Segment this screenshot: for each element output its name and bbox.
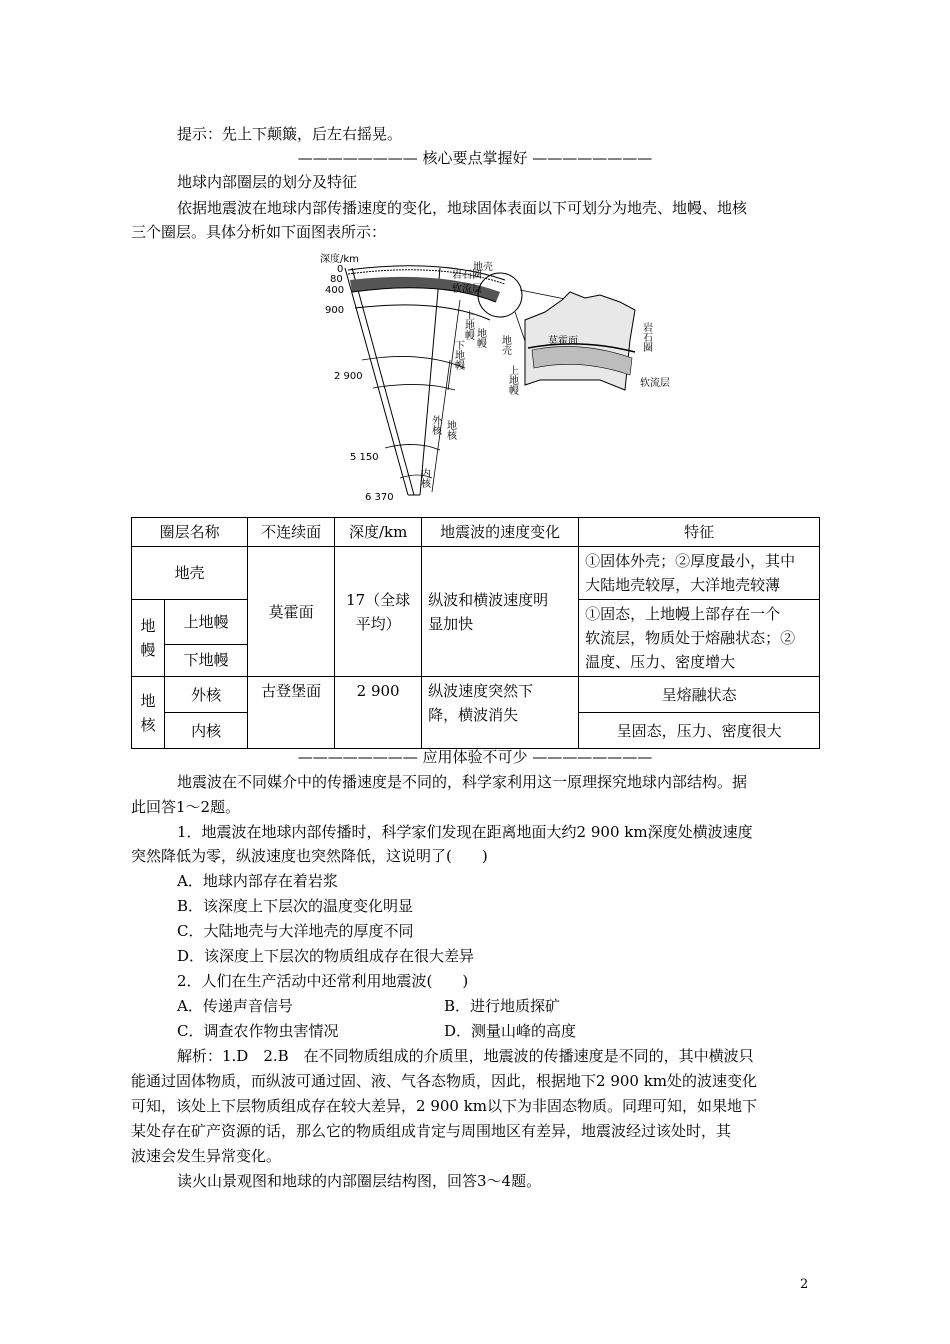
table-row <box>132 677 820 713</box>
option: D．测量山峰的高度 <box>444 1022 577 1040</box>
cell-feature-upper: ①固态，上地幔上部存在一个 软流层，物质处于熔融状态；② 温度、压力、密度增大 <box>579 600 820 677</box>
intro-line: 依据地震波在地球内部传播速度的变化，地球固体表面以下可划分为地壳、地幔、地核 <box>177 199 748 217</box>
depth-tick: 900 <box>325 305 345 316</box>
cell-depth-gutenberg: 2 900 <box>335 677 422 749</box>
question-2: 2．人们在生产活动中还常利用地震波( ) <box>177 972 469 990</box>
cell-wave-moho: 纵波和横波速度明 显加快 <box>422 547 579 677</box>
passage-line: 此回答1～2题。 <box>131 798 241 816</box>
label-lithosphere: 岩石圈 <box>452 270 482 281</box>
cell-feature-outer: 呈熔融状态 <box>579 677 820 713</box>
depth-tick: 400 <box>325 285 345 296</box>
option: A．地球内部存在着岩浆 <box>177 872 338 890</box>
label-mantle: 地幔 <box>474 328 486 348</box>
analysis-line: 某处存在矿产资源的话，那么它的物质组成肯定与周围地区有差异，地震波经过该处时，其 <box>131 1122 732 1140</box>
label-upper-mantle: 上地幔 <box>462 310 474 340</box>
option: C．大陆地壳与大洋地壳的厚度不同 <box>177 922 414 940</box>
cell-moho: 莫霍面 <box>248 547 335 677</box>
col-header: 不连续面 <box>248 518 335 547</box>
option: B．该深度上下层次的温度变化明显 <box>177 897 414 915</box>
label-lithosphere-detail: 岩石圈 <box>640 322 652 352</box>
depth-tick: 0 <box>337 264 344 275</box>
depth-tick: 6 370 <box>365 492 394 503</box>
option: D．该深度上下层次的物质组成存在很大差异 <box>177 947 475 965</box>
col-header: 圈层名称 <box>132 518 248 547</box>
cell-outer-core: 外核 <box>165 677 248 713</box>
depth-tick: 5 150 <box>350 452 379 463</box>
subtitle: 地球内部圈层的划分及特征 <box>177 173 358 191</box>
intro-line: 三个圈层。具体分析如下面图表所示： <box>131 223 387 241</box>
label-inner-core: 内核 <box>418 468 430 488</box>
option: A．传递声音信号 <box>177 997 293 1015</box>
cell-lower-mantle: 下地幔 <box>165 644 248 676</box>
label-lower-mantle: 下地幔 <box>452 340 464 370</box>
section-header: ———————— 核心要点掌握好 ———————— <box>297 149 653 167</box>
col-header: 地震波的速度变化 <box>422 518 579 547</box>
passage-line: 地震波在不同媒介中的传播速度是不同的，科学家利用这一原理探究地球内部结构。据 <box>177 773 748 791</box>
label-outer-core: 外核 <box>429 415 441 435</box>
page-number: 2 <box>800 1277 809 1292</box>
cell-inner-core: 内核 <box>165 713 248 749</box>
cell-mantle: 地幔 <box>132 600 165 677</box>
label-core: 地核 <box>444 420 456 440</box>
label-crust-detail: 地壳 <box>499 335 511 355</box>
cell-gutenberg: 古登堡面 <box>248 677 335 749</box>
section-header: ———————— 应用体验不可少 ———————— <box>297 748 653 766</box>
question-1: 突然降低为零，纵波速度也突然降低，这说明了( ) <box>131 847 488 865</box>
label-upper-mantle-detail: 上地幔 <box>506 365 518 395</box>
cell-feature-inner: 呈固态，压力、密度很大 <box>579 713 820 749</box>
cell-core: 地核 <box>132 677 165 749</box>
layers-table <box>131 517 820 749</box>
read-instruction: 读火山景观图和地球的内部圈层结构图，回答3～4题。 <box>177 1172 542 1190</box>
analysis-line: 波速会发生异常变化。 <box>131 1147 282 1165</box>
depth-axis-label: 深度/km <box>320 254 359 265</box>
hint: 提示：先上下颠簸，后左右摇晃。 <box>177 125 403 143</box>
depth-tick: 80 <box>330 274 343 285</box>
cell-upper-mantle: 上地幔 <box>165 600 248 645</box>
option: B．进行地质探矿 <box>444 997 561 1015</box>
label-crust: 地壳 <box>473 262 493 273</box>
cell-crust: 地壳 <box>132 547 248 600</box>
table-header-row <box>132 518 820 547</box>
analysis-line: 解析：1.D 2.B 在不同物质组成的介质里，地震波的传播速度是不同的，其中横波只 <box>177 1047 754 1065</box>
label-moho: 莫霍面 <box>548 336 578 347</box>
label-asthenosphere-detail: 软流层 <box>640 378 670 389</box>
label-asthenosphere: 软流层 <box>452 284 482 295</box>
cell-depth-moho: 17（全球 平均） <box>335 547 422 677</box>
depth-tick: 2 900 <box>334 371 363 382</box>
col-header: 特征 <box>579 518 820 547</box>
option: C．调查农作物虫害情况 <box>177 1022 339 1040</box>
col-header: 深度/km <box>335 518 422 547</box>
analysis-line: 可知，该处上下层物质组成存在较大差异，2 900 km以下为非固态物质。同理可知，如果地下 <box>131 1097 758 1115</box>
question-1: 1．地震波在地球内部传播时，科学家们发现在距离地面大约2 900 km深度处横波速度 <box>177 823 753 841</box>
analysis-line: 能通过固体物质，而纵波可通过固、液、气各态物质，因此，根据地下2 900 km处的波速变化 <box>131 1072 758 1090</box>
earth-interior-diagram <box>300 240 700 505</box>
table-row <box>132 547 820 600</box>
cell-feature-crust: ①固体外壳；②厚度最小，其中 大陆地壳较厚，大洋地壳较薄 <box>579 547 820 600</box>
cell-wave-gutenberg: 纵波速度突然下 降，横波消失 <box>422 677 579 749</box>
